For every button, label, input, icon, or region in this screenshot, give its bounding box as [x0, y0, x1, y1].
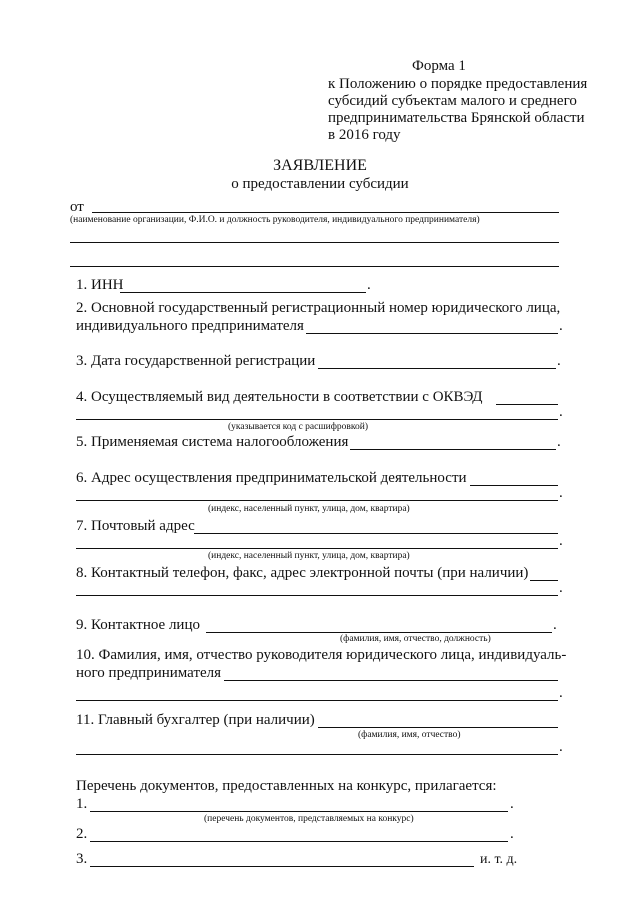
punctuation-dot: .	[367, 277, 371, 293]
etc-label: и. т. д.	[480, 852, 518, 867]
head-label-cont: ного предпринимателя	[76, 665, 222, 681]
document-subtitle: о предоставлении субсидии	[231, 176, 409, 192]
documents-hint: (перечень документов, представляемых на конкурс)	[204, 814, 414, 824]
postal-label: 7. Почтовый адрес	[76, 518, 195, 534]
punctuation-dot: .	[557, 434, 561, 450]
accountant-label: 11. Главный бухгалтер (при наличии)	[76, 712, 315, 728]
punctuation-dot: .	[559, 404, 563, 420]
head-field[interactable]	[224, 680, 558, 681]
head-label: 10. Фамилия, имя, отчество руководителя юридического лица, индивидуаль-	[76, 647, 567, 663]
header-line: субсидий субъектам малого и среднего	[328, 93, 577, 109]
document-field-1[interactable]	[90, 811, 508, 812]
okved-field[interactable]	[496, 404, 558, 405]
inn-label: 1. ИНН	[76, 277, 124, 293]
punctuation-dot: .	[559, 318, 563, 334]
punctuation-dot: .	[510, 826, 514, 842]
punctuation-dot: .	[559, 580, 563, 596]
ogrn-field[interactable]	[306, 333, 558, 334]
document-number-3: 3.	[76, 851, 88, 867]
contact-person-hint: (фамилия, имя, отчество, должность)	[340, 634, 491, 644]
okved-label: 4. Осуществляемый вид деятельности в соответствии с ОКВЭД	[76, 389, 483, 405]
document-number-2: 2.	[76, 826, 88, 842]
address-hint: (индекс, населенный пункт, улица, дом, квартира)	[208, 504, 410, 514]
contacts-field-2[interactable]	[76, 595, 558, 596]
contacts-field[interactable]	[530, 580, 558, 581]
punctuation-dot: .	[559, 485, 563, 501]
document-title: ЗАЯВЛЕНИЕ	[273, 157, 367, 174]
postal-field-2[interactable]	[76, 548, 558, 549]
address-field-2[interactable]	[76, 500, 558, 501]
from-hint: (наименование организации, Ф.И.О. и должность руководителя, индивидуального предпринимателя)	[70, 215, 480, 225]
contacts-label: 8. Контактный телефон, факс, адрес электронной почты (при наличии)	[76, 565, 529, 581]
document-number-1: 1.	[76, 796, 88, 812]
header-line: предпринимательства Брянской области	[328, 110, 585, 126]
from-line-3[interactable]	[70, 266, 559, 267]
from-label: от	[70, 199, 84, 215]
head-field-2[interactable]	[76, 700, 558, 701]
punctuation-dot: .	[557, 353, 561, 369]
ogrn-label-cont: индивидуального предпринимателя	[76, 318, 304, 334]
from-line-2[interactable]	[70, 242, 559, 243]
form-number: Форма 1	[412, 58, 466, 74]
header-line: к Положению о порядке предоставления	[328, 76, 588, 92]
accountant-hint: (фамилия, имя, отчество)	[358, 730, 461, 740]
contact-person-label: 9. Контактное лицо	[76, 617, 200, 633]
postal-hint: (индекс, населенный пункт, улица, дом, квартира)	[208, 551, 410, 561]
punctuation-dot: .	[553, 617, 557, 633]
documents-heading: Перечень документов, предоставленных на конкурс, прилагается:	[76, 778, 497, 794]
inn-field[interactable]	[120, 292, 366, 293]
okved-field-2[interactable]	[76, 419, 558, 420]
tax-field[interactable]	[350, 449, 556, 450]
punctuation-dot: .	[510, 796, 514, 812]
punctuation-dot: .	[559, 533, 563, 549]
reg-date-field[interactable]	[318, 368, 556, 369]
punctuation-dot: .	[559, 739, 563, 755]
okved-hint: (указывается код с расшифровкой)	[228, 422, 369, 432]
accountant-field-2[interactable]	[76, 754, 558, 755]
accountant-field[interactable]	[318, 727, 558, 728]
contact-person-field[interactable]	[206, 632, 552, 633]
ogrn-label: 2. Основной государственный регистрационный номер юридического лица,	[76, 300, 561, 316]
from-line[interactable]	[92, 212, 559, 213]
document-field-2[interactable]	[90, 841, 508, 842]
address-field[interactable]	[470, 485, 558, 486]
address-label: 6. Адрес осуществления предпринимательской деятельности	[76, 470, 467, 486]
tax-label: 5. Применяемая система налогообложения	[76, 434, 349, 450]
reg-date-label: 3. Дата государственной регистрации	[76, 353, 316, 369]
postal-field[interactable]	[194, 533, 558, 534]
header-line: в 2016 году	[328, 127, 401, 143]
document-field-3[interactable]	[90, 866, 474, 867]
punctuation-dot: .	[559, 685, 563, 701]
